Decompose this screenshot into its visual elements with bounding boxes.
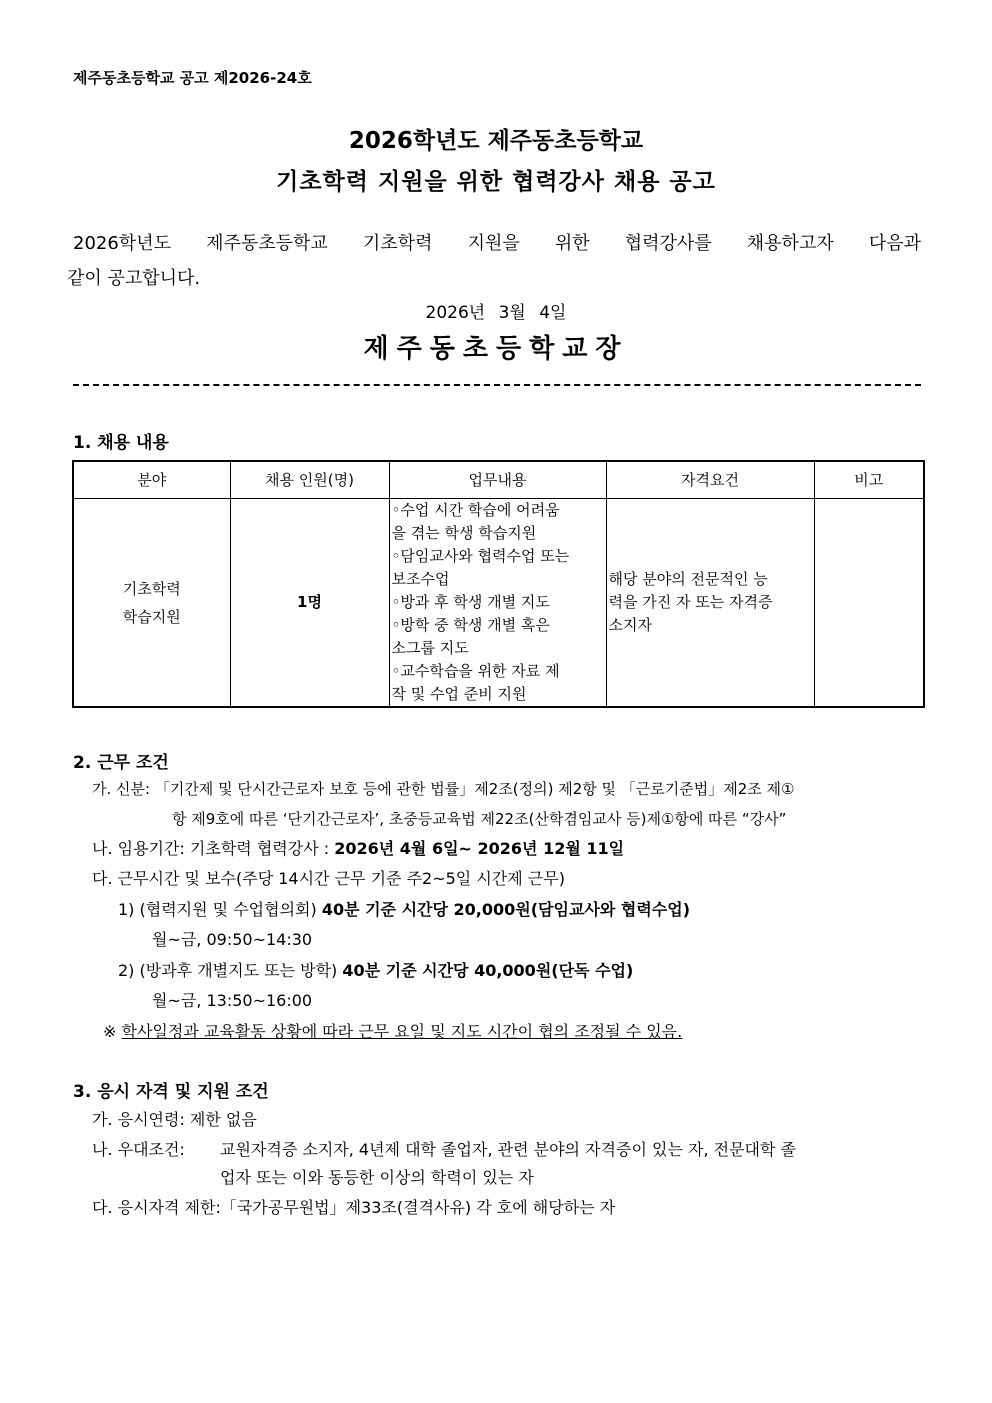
intro-line-2: 같이 공고합니다. <box>67 268 201 289</box>
duty-line: 소그룹 지도 <box>391 639 469 657</box>
duty-line: ◦수업 시간 학습에 어려움 <box>391 501 560 519</box>
notice-number: 제주동초등학교 공고 제2026-24호 <box>73 69 312 87</box>
section-3-na-line-1: 교원자격증 소지자, 4년제 대학 졸업자, 관련 분야의 자격증이 있는 자, 전문대학 졸 <box>220 1140 796 1159</box>
notice-date: 2026년 3월 4일 <box>425 303 567 323</box>
cell-qualification <box>606 499 814 708</box>
field-line-2: 학습지원 <box>122 607 181 626</box>
duty-line: 작 및 수업 준비 지원 <box>391 685 527 703</box>
pay-item-1-prefix: 1) (협력지원 및 수업협의회) <box>118 900 322 919</box>
section-2-heading: 2. 근무 조건 <box>73 753 169 773</box>
header-field: 분야 <box>73 461 230 499</box>
divider <box>73 384 921 386</box>
section-3-na-label: 나. 우대조건: <box>92 1140 185 1159</box>
field-line-1: 기초학력 <box>122 579 181 598</box>
cell-remark <box>814 499 924 708</box>
section-2-da-line: 다. 근무시간 및 보수(주당 14시간 근무 기준 주2~5일 시간제 근무) <box>92 869 565 888</box>
title-line-1: 2026학년도 제주동초등학교 <box>348 128 644 154</box>
appointment-period: 2026년 4월 6일~ 2026년 12월 11일 <box>334 839 625 858</box>
pay-item-2-rate: 40분 기준 시간당 40,000원(단독 수업) <box>342 961 634 980</box>
title-line-2: 기초학력 지원을 위한 협력강사 채용 공고 <box>276 169 716 195</box>
duty-line: 을 겪는 학생 학습지원 <box>391 524 537 542</box>
cell-count: 1명 <box>230 499 389 708</box>
table-row <box>73 499 924 708</box>
qualification-line: 해당 분야의 전문적인 능 <box>608 570 768 588</box>
note-mark: ※ <box>103 1022 117 1041</box>
section-3-da-line: 다. 응시자격 제한:「국가공무원법」제33조(결격사유) 각 호에 해당하는 자 <box>92 1198 616 1217</box>
duty-line: ◦교수학습을 위한 자료 제 <box>391 662 560 680</box>
section-3-na-line-2: 업자 또는 이와 동등한 이상의 학력이 있는 자 <box>220 1168 534 1187</box>
table-header-row <box>73 461 924 499</box>
header-qualification: 자격요건 <box>606 461 814 499</box>
note-text: 학사일정과 교육활동 상황에 따라 근무 요일 및 지도 시간이 협의 조정될 수 있음. <box>121 1022 683 1041</box>
pay-item-2-prefix: 2) (방과후 개별지도 또는 방학) <box>118 961 343 980</box>
pay-item-1 <box>118 897 690 920</box>
section-2-note <box>103 1019 682 1042</box>
header-remark: 비고 <box>814 461 924 499</box>
pay-item-2 <box>118 958 633 981</box>
intro-line-1: 2026학년도 제주동초등학교 기초학력 지원을 위한 협력강사를 채용하고자 다음과 <box>73 233 921 254</box>
header-duties: 업무내용 <box>389 461 606 499</box>
qualification-line: 소지자 <box>608 616 652 634</box>
pay-item-2-time: 월~금, 13:50~16:00 <box>152 991 313 1010</box>
qualification-line: 력을 가진 자 또는 자격증 <box>608 593 773 611</box>
section-1-heading: 1. 채용 내용 <box>73 433 169 453</box>
signer: 제주동초등학교장 <box>363 334 629 364</box>
cell-field <box>73 499 230 708</box>
duty-line: ◦방학 중 학생 개별 혹은 <box>391 616 550 634</box>
duty-line: ◦방과 후 학생 개별 지도 <box>391 593 550 611</box>
recruit-table <box>72 460 925 708</box>
header-count: 채용 인원(명) <box>230 461 389 499</box>
cell-duties <box>389 499 606 708</box>
section-2-ga-line-1: 가. 신분: 「기간제 및 단시간근로자 보호 등에 관한 법률」제2조(정의) 제2항 및 「근로기준법」제2조 제① <box>92 780 795 798</box>
appointment-label: 나. 임용기간: 기초학력 협력강사 : <box>92 839 335 858</box>
section-2-ga-line-2: 항 제9호에 따른 ‘단기간근로자’, 초중등교육법 제22조(산학겸임교사 등)제①항에 따른 “강사” <box>172 810 787 828</box>
pay-item-1-time: 월~금, 09:50~14:30 <box>152 930 313 949</box>
duty-line: 보조수업 <box>391 570 450 588</box>
section-3-heading: 3. 응시 자격 및 지원 조건 <box>73 1082 269 1102</box>
duty-line: ◦담임교사와 협력수업 또는 <box>391 547 570 565</box>
pay-item-1-rate: 40분 기준 시간당 20,000원(담임교사와 협력수업) <box>321 900 691 919</box>
section-2-na-line <box>92 836 624 859</box>
section-3-ga-line: 가. 응시연령: 제한 없음 <box>92 1110 257 1129</box>
